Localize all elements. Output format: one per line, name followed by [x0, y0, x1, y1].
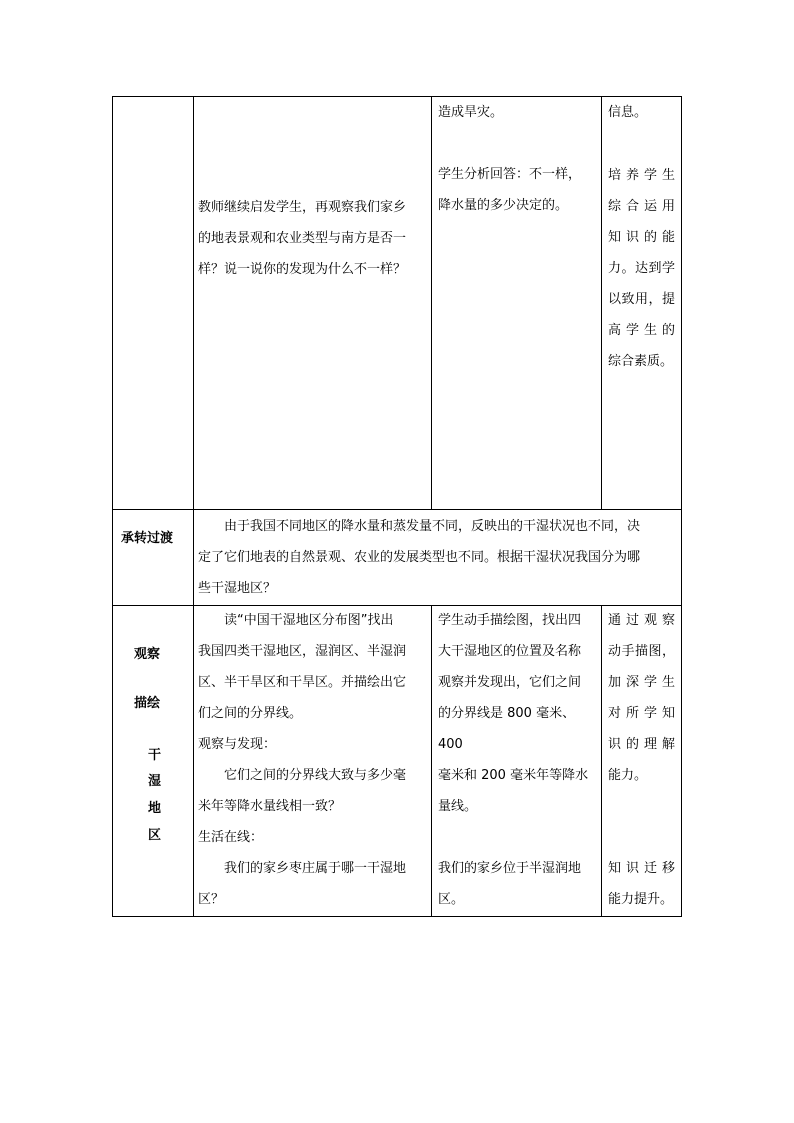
teacher-activity-cell-3	[198, 605, 428, 915]
table-left-border	[112, 96, 113, 917]
text-line: 米年等降水量线相一致？	[198, 799, 342, 814]
text-line: 区。	[438, 892, 465, 907]
draw-label: 描绘	[134, 696, 161, 711]
student-activity-cell-1	[438, 97, 598, 221]
design-intent-cell-1-body	[608, 160, 675, 377]
column-divider-3b	[601, 605, 602, 916]
text-line: 我们的家乡枣庄属于哪一干湿地	[224, 861, 407, 876]
text-line: 对所学知	[608, 706, 675, 721]
text-line: 生活在线：	[198, 830, 264, 845]
text-line: 培养学生	[608, 168, 675, 183]
text-line: 信息。	[608, 105, 648, 120]
transition-label: 承转过渡	[121, 531, 174, 546]
text-line: 些干湿地区？	[198, 581, 277, 596]
design-intent-cell-3-extra	[608, 853, 675, 915]
text-line: 学生动手描绘图，找出四	[438, 613, 582, 628]
text-line: 我们的家乡位于半湿润地	[438, 861, 582, 876]
design-intent-cell-1	[608, 97, 676, 128]
vertical-label-char: 区	[148, 828, 162, 843]
text-line: 综合运用	[608, 199, 675, 214]
text-line: 区？	[198, 892, 225, 907]
text-line: 量线。	[438, 799, 478, 814]
column-divider-1	[193, 96, 194, 917]
text-line: 加深学生	[608, 675, 675, 690]
text-line: 的地表景观和农业类型与南方是否一	[198, 231, 407, 246]
vertical-label-char: 干	[148, 748, 162, 763]
text-line: 识的理解	[608, 737, 675, 752]
vertical-label-char: 地	[148, 801, 162, 816]
text-line: 观察与发现：	[198, 737, 277, 752]
text-line: 高学生的	[608, 323, 675, 338]
column-divider-3a	[601, 96, 602, 509]
text-line: 由于我国不同地区的降水量和蒸发量不同，反映出的干湿状况也不同，决	[224, 519, 641, 534]
text-line: 通过观察	[608, 613, 675, 628]
text-line: 观察并发现出，它们之间	[438, 675, 582, 690]
text-line: 降水量的多少决定的。	[438, 198, 569, 213]
table-bottom-border	[112, 916, 682, 917]
text-line: 知识迁移	[608, 861, 675, 876]
text-line: 造成旱灾。	[438, 105, 504, 120]
text-line: 定了它们地表的自然景观、农业的发展类型也不同。根据干湿状况我国分为哪	[198, 550, 641, 565]
column-divider-2b	[431, 605, 432, 916]
row-divider-1	[112, 509, 682, 510]
text-line: 读“中国干湿地区分布图”找出	[224, 613, 394, 628]
text-line: 的分界线是 800 毫米、400	[438, 706, 576, 752]
text-line: 区、半干旱区和干旱区。并描绘出它	[198, 675, 407, 690]
teacher-activity-cell-1	[198, 192, 428, 285]
text-line: 综合素质。	[608, 354, 674, 369]
student-activity-cell-3	[438, 605, 598, 915]
text-line: 们之间的分界线。	[198, 706, 303, 721]
design-intent-cell-3	[608, 605, 675, 791]
text-line: 以致用，提	[608, 292, 675, 307]
text-line: 能力。	[608, 768, 648, 783]
text-line: 力。达到学	[608, 261, 675, 276]
vertical-label-char: 湿	[148, 774, 162, 789]
transition-text-cell	[198, 511, 676, 604]
text-line: 学生分析回答：不一样，	[438, 167, 582, 182]
column-divider-2a	[431, 96, 432, 509]
table-right-border	[681, 96, 682, 917]
text-line: 动手描图，	[608, 644, 675, 659]
text-line: 知识的能	[608, 230, 675, 245]
observe-label: 观察	[134, 647, 161, 662]
text-line: 毫米和 200 毫米年等降水	[438, 768, 589, 783]
text-line: 教师继续启发学生，再观察我们家乡	[198, 200, 407, 215]
text-line: 大干湿地区的位置及名称	[438, 644, 582, 659]
text-line: 我国四类干湿地区，湿润区、半湿润	[198, 644, 407, 659]
text-line: 它们之间的分界线大致与多少毫	[224, 768, 407, 783]
text-line: 样？说一说你的发现为什么不一样？	[198, 262, 407, 277]
text-line: 能力提升。	[608, 892, 674, 907]
